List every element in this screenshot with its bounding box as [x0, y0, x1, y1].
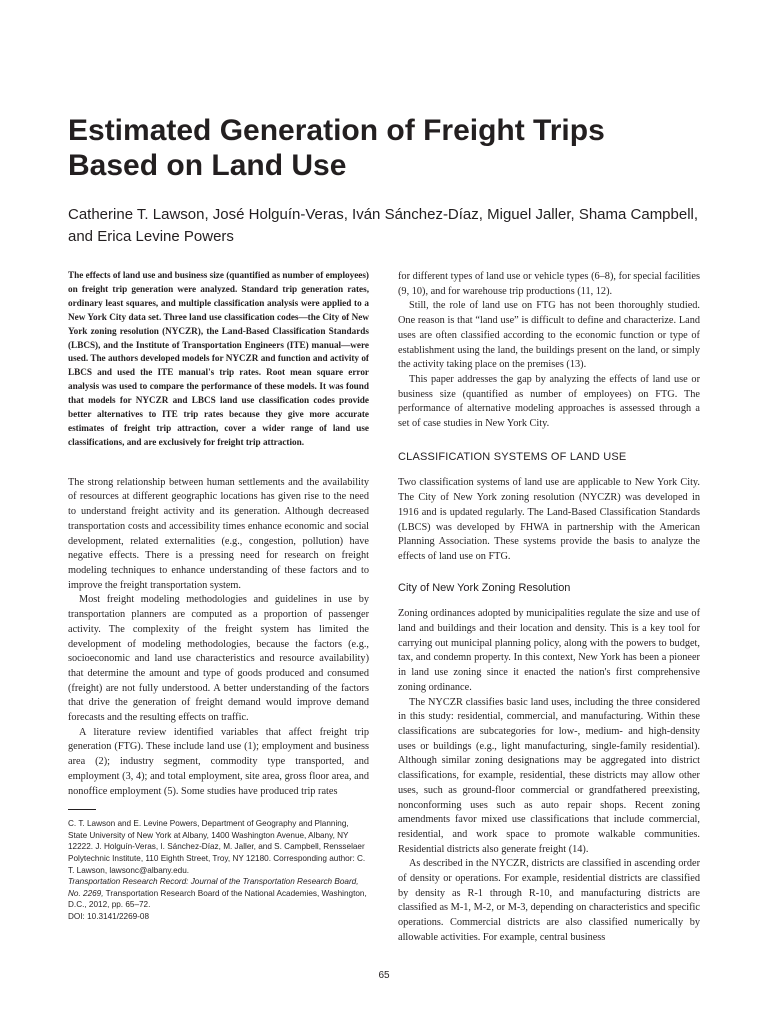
footnote-citation: [68, 876, 369, 922]
publisher-info: Transportation Research Board of the National Academies, Washington, D.C., 2012, pp. 65–72.: [68, 888, 367, 910]
subsection-heading: City of New York Zoning Resolution: [398, 581, 571, 594]
body-paragraph: This paper addresses the gap by analyzing the effects of land use or business size (quantified as number of employees) on FTG. The performance of alternative modeling approaches is assessed through a set of case studies in New York City.: [398, 373, 700, 430]
body-paragraph: Zoning ordinances adopted by municipalities regulate the size and use of land and buildings and their location and density. This is a key tool for carrying out municipal planning policy, along with the powers to budget, tax, and condemn property. In this context, New York has been a pioneer in land use zoning since it enacted the nation's first comprehensive zoning ordinance.: [398, 608, 700, 693]
body-paragraph: As described in the NYCZR, districts are classified in ascending order of density or operations. For example, residential districts are classified by density as R-1 through R-10, and manufacturing districts are classified as M-1, M-2, or M-3, depending on characteristics and specific operations. Commercial districts are also classified numerically by allowable activities. For example, central business: [398, 858, 700, 943]
abstract: The effects of land use and business size (quantified as number of employees) on freight trip generation were analyzed. Standard trip generation rates, ordinary least squares, and multiple classification analysis were applied to a New York City data set. Three land use classification codes—the City of New York zoning resolution (NYCZR), the Land-Based Classification Standards (LBCS), and the Institute of Transportation Engineers (ITE) manual—were used. The authors developed models for NYCZR and function and activity of LBCS and used the ITE manual's trip rates. Root mean square error analysis was used to compare the performance of these models. It was found that models for NYCZR and LBCS land use classification codes provide better alternatives to ITE trip rates because they give more accurate estimates of freight trip attraction, cover a wider range of land use classifications, and are exclusively for freight trip attraction.: [68, 270, 369, 447]
doi: DOI: 10.3141/2269-08: [68, 912, 150, 921]
body-paragraph: for different types of land use or vehicle types (6–8), for special facilities (9, 10), and for warehouse trip productions (11, 12).: [398, 271, 700, 297]
body-paragraph: The strong relationship between human settlements and the availability of resources at different geographic locations has given rise to the need to understand freight activity and its generation. Although decreased transportation costs and accessibility times enhance economic and social development, related externalities (e.g., congestion, pollution) have negative effects. There is a pressing need for research on freight modeling techniques to enhance understanding of these factors and to improve the freight transportation system.: [68, 476, 369, 591]
body-paragraph: The NYCZR classifies basic land uses, including the three considered in this study: residential, commercial, and manufacturing. Within these classifications are subcategories for low-, medium- and high-density uses or buildings (e.g., light manufacturing, single-family residential). Although similar zoning designations may be aggregated into district classifications, for example, residential, these districts may allow other uses, such as ground-floor commercial or grandfathered preexisting, nonconforming uses such as auto repair shops. Recent zoning amendments favor mixed use classifications that include commercial, residential, and work space to promote walkable communities. Residential districts also generate freight (14).: [398, 696, 700, 855]
footnote-affiliation: C. T. Lawson and E. Levine Powers, Department of Geography and Planning, State University of New York at Albany, 1400 Washington Avenue, Albany, NY 12222. J. Holguín-Veras, I. Sánchez-Díaz, M. Jaller, and S. Campbell, Rensselaer Polytechnic Institute, 110 Eighth Street, Troy, NY 12180. Corresponding author: C. T. Lawson, lawsonc@albany.edu.: [68, 819, 366, 875]
body-paragraph: Still, the role of land use on FTG has not been thoroughly studied. One reason is that “land use” is difficult to define and characterize. Land uses are often classified according to the economic function or type of establishment using the land, the buildings present on the land, or simply the activity taking place on the premises (13).: [398, 300, 700, 371]
author-list: Catherine T. Lawson, José Holguín-Veras, Iván Sánchez-Díaz, Miguel Jaller, Shama Campbell, and Erica Levine Powers: [68, 206, 699, 245]
footnote-divider: [68, 809, 96, 810]
page-number: 65: [378, 970, 390, 981]
journal-name: Transportation Research Record: Journal of the Transportation Research Board, No. 2269,: [68, 877, 359, 898]
body-paragraph: Most freight modeling methodologies and guidelines in use by transportation planners are computed as a proportion of passenger activity. The complexity of the freight system has limited the development of modeling methodologies, because the factors (e.g., socioeconomic and land use characteristics and resource availability) that determine the amount and type of goods produced and consumed (freight) are not fully understood. A better understanding of the factors that drive the generation of freight demand would improve demand forecasts and the resulting effects on traffic.: [68, 594, 369, 724]
right-column: [398, 270, 700, 946]
body-paragraph: Two classification systems of land use are applicable to New York City. The City of New York zoning resolution (NYCZR) was developed in 1916 and is updated regularly. The Land-Based Classification Standards (LBCS) was developed by FHWA in partnership with the American Planning Association. These systems provide the basis to analyze the effects of land use on FTG.: [398, 477, 700, 562]
left-column: [68, 269, 369, 923]
section-heading: CLASSIFICATION SYSTEMS OF LAND USE: [398, 450, 627, 463]
paper-title: Estimated Generation of Freight Trips Based on Land Use: [68, 114, 605, 182]
body-paragraph: A literature review identified variables that affect freight trip generation (FTG). These include land use (1); employment and business area (2); industry segment, commodity type transported, and employment (3, 4); and total employment, site area, gross floor area, and nonoffice employment (5). Some studies have produced trip rates: [68, 726, 369, 797]
